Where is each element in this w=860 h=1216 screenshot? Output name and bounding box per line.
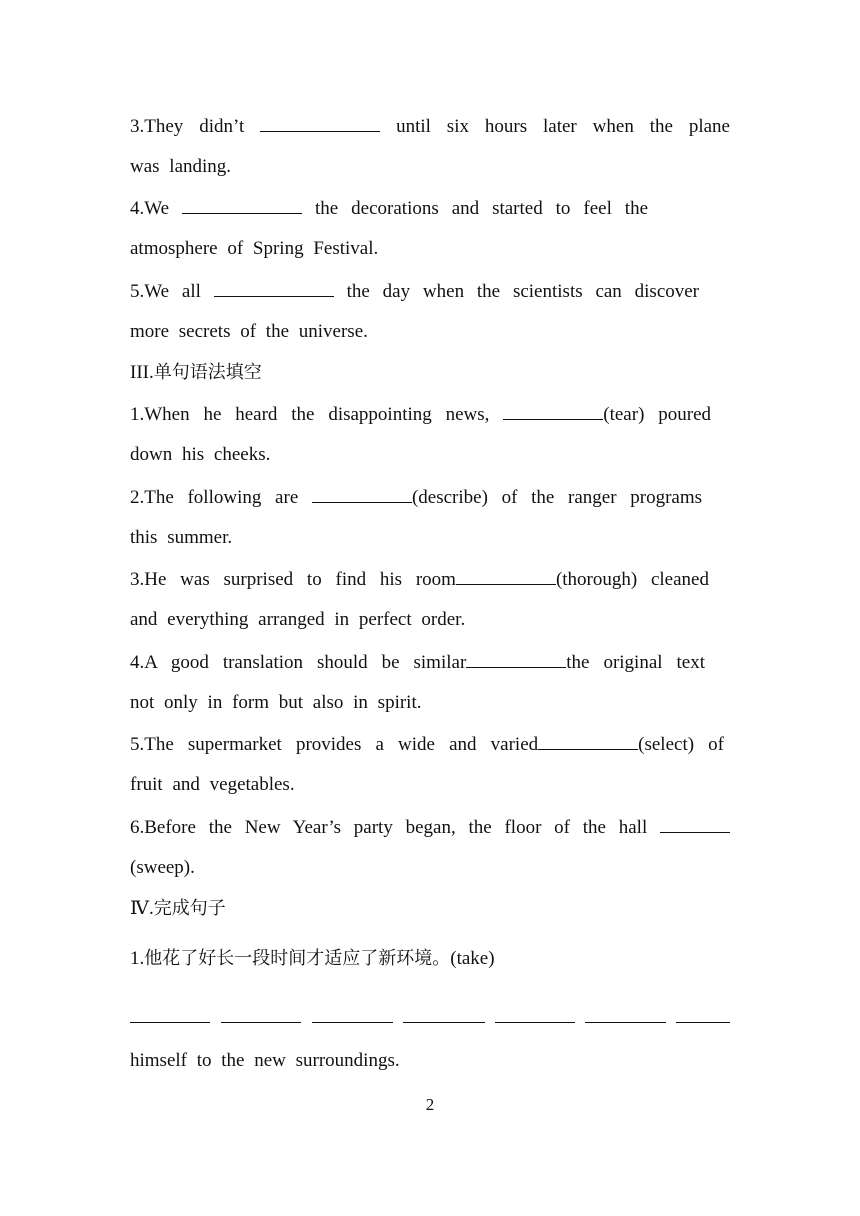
exercise-line: (sweep).	[130, 857, 195, 878]
exercise-line	[130, 650, 705, 674]
answer-blank[interactable]	[466, 650, 566, 668]
exercise-line	[130, 567, 709, 591]
text-segment: (thorough) cleaned	[555, 569, 709, 590]
answer-blank[interactable]	[403, 1022, 485, 1023]
text-segment: 2.The following are	[130, 487, 299, 508]
section-title: 完成句子	[153, 898, 226, 919]
text-segment: 1.	[130, 948, 145, 969]
section-heading	[130, 897, 730, 921]
text-segment: (select) of	[638, 734, 724, 755]
exercise-line	[130, 279, 699, 303]
exercise-line: this summer.	[130, 527, 233, 548]
text-segment: 3.He was surprised to find his room	[130, 569, 456, 590]
answer-blank[interactable]	[312, 485, 412, 503]
answer-blank[interactable]	[221, 1022, 301, 1023]
exercise-line	[130, 947, 730, 971]
exercise-line: more secrets of the universe.	[130, 321, 368, 342]
answer-blank[interactable]	[456, 567, 556, 585]
text-segment: (describe) of the ranger programs	[411, 487, 703, 508]
page-number: 2	[425, 1095, 435, 1114]
section-number: III.	[130, 362, 154, 383]
text-segment: 4.We	[130, 198, 170, 219]
exercise-line	[130, 114, 730, 138]
exercise-line	[130, 196, 648, 220]
text-segment: 3.They didn’t	[130, 116, 245, 137]
exercise-line: and everything arranged in perfect order.	[130, 609, 466, 630]
answer-blank[interactable]	[182, 196, 302, 214]
answer-blank[interactable]	[312, 1022, 393, 1023]
section-number: Ⅳ.	[130, 898, 154, 919]
answer-blank[interactable]	[130, 1022, 210, 1023]
exercise-line	[130, 402, 711, 426]
answer-blank[interactable]	[495, 1022, 575, 1023]
text-segment: the decorations and started to feel the	[315, 198, 649, 219]
answer-blank[interactable]	[660, 815, 730, 833]
exercise-line: fruit and vegetables.	[130, 774, 295, 795]
answer-blank[interactable]	[260, 114, 380, 132]
answer-blank[interactable]	[585, 1022, 666, 1023]
chinese-prompt: 他花了好长一段时间才适应了新环境。	[144, 948, 451, 969]
text-segment: 1.When he heard the disappointing news,	[130, 404, 490, 425]
text-segment: 6.Before the New Year’s party began, the floor of the hall	[130, 817, 648, 838]
text-segment: the day when the scientists can discover	[346, 281, 700, 302]
section-heading	[130, 361, 730, 385]
section-title: 单句语法填空	[153, 362, 262, 383]
exercise-line	[130, 815, 730, 839]
answer-blank[interactable]	[214, 279, 334, 297]
text-segment: (tear) poured	[603, 404, 711, 425]
exercise-line: atmosphere of Spring Festival.	[130, 238, 379, 259]
text-segment: 4.A good translation should be similar	[130, 652, 467, 673]
answer-blank[interactable]	[676, 1022, 730, 1023]
exercise-line	[130, 732, 724, 756]
text-segment: 5.The supermarket provides a wide and varied	[130, 734, 539, 755]
exercise-line	[130, 485, 702, 509]
answer-blank-row	[130, 1014, 730, 1026]
text-segment: until six hours later when the plane	[396, 116, 730, 137]
exercise-line: down his cheeks.	[130, 444, 271, 465]
exercise-line: not only in form but also in spirit.	[130, 692, 422, 713]
text-segment: the original text	[566, 652, 705, 673]
text-segment: (take)	[450, 948, 495, 969]
exercise-line: was landing.	[130, 156, 232, 177]
text-segment: 5.We all	[130, 281, 201, 302]
exercise-line: himself to the new surroundings.	[130, 1050, 400, 1071]
answer-blank[interactable]	[503, 402, 603, 420]
answer-blank[interactable]	[538, 732, 638, 750]
